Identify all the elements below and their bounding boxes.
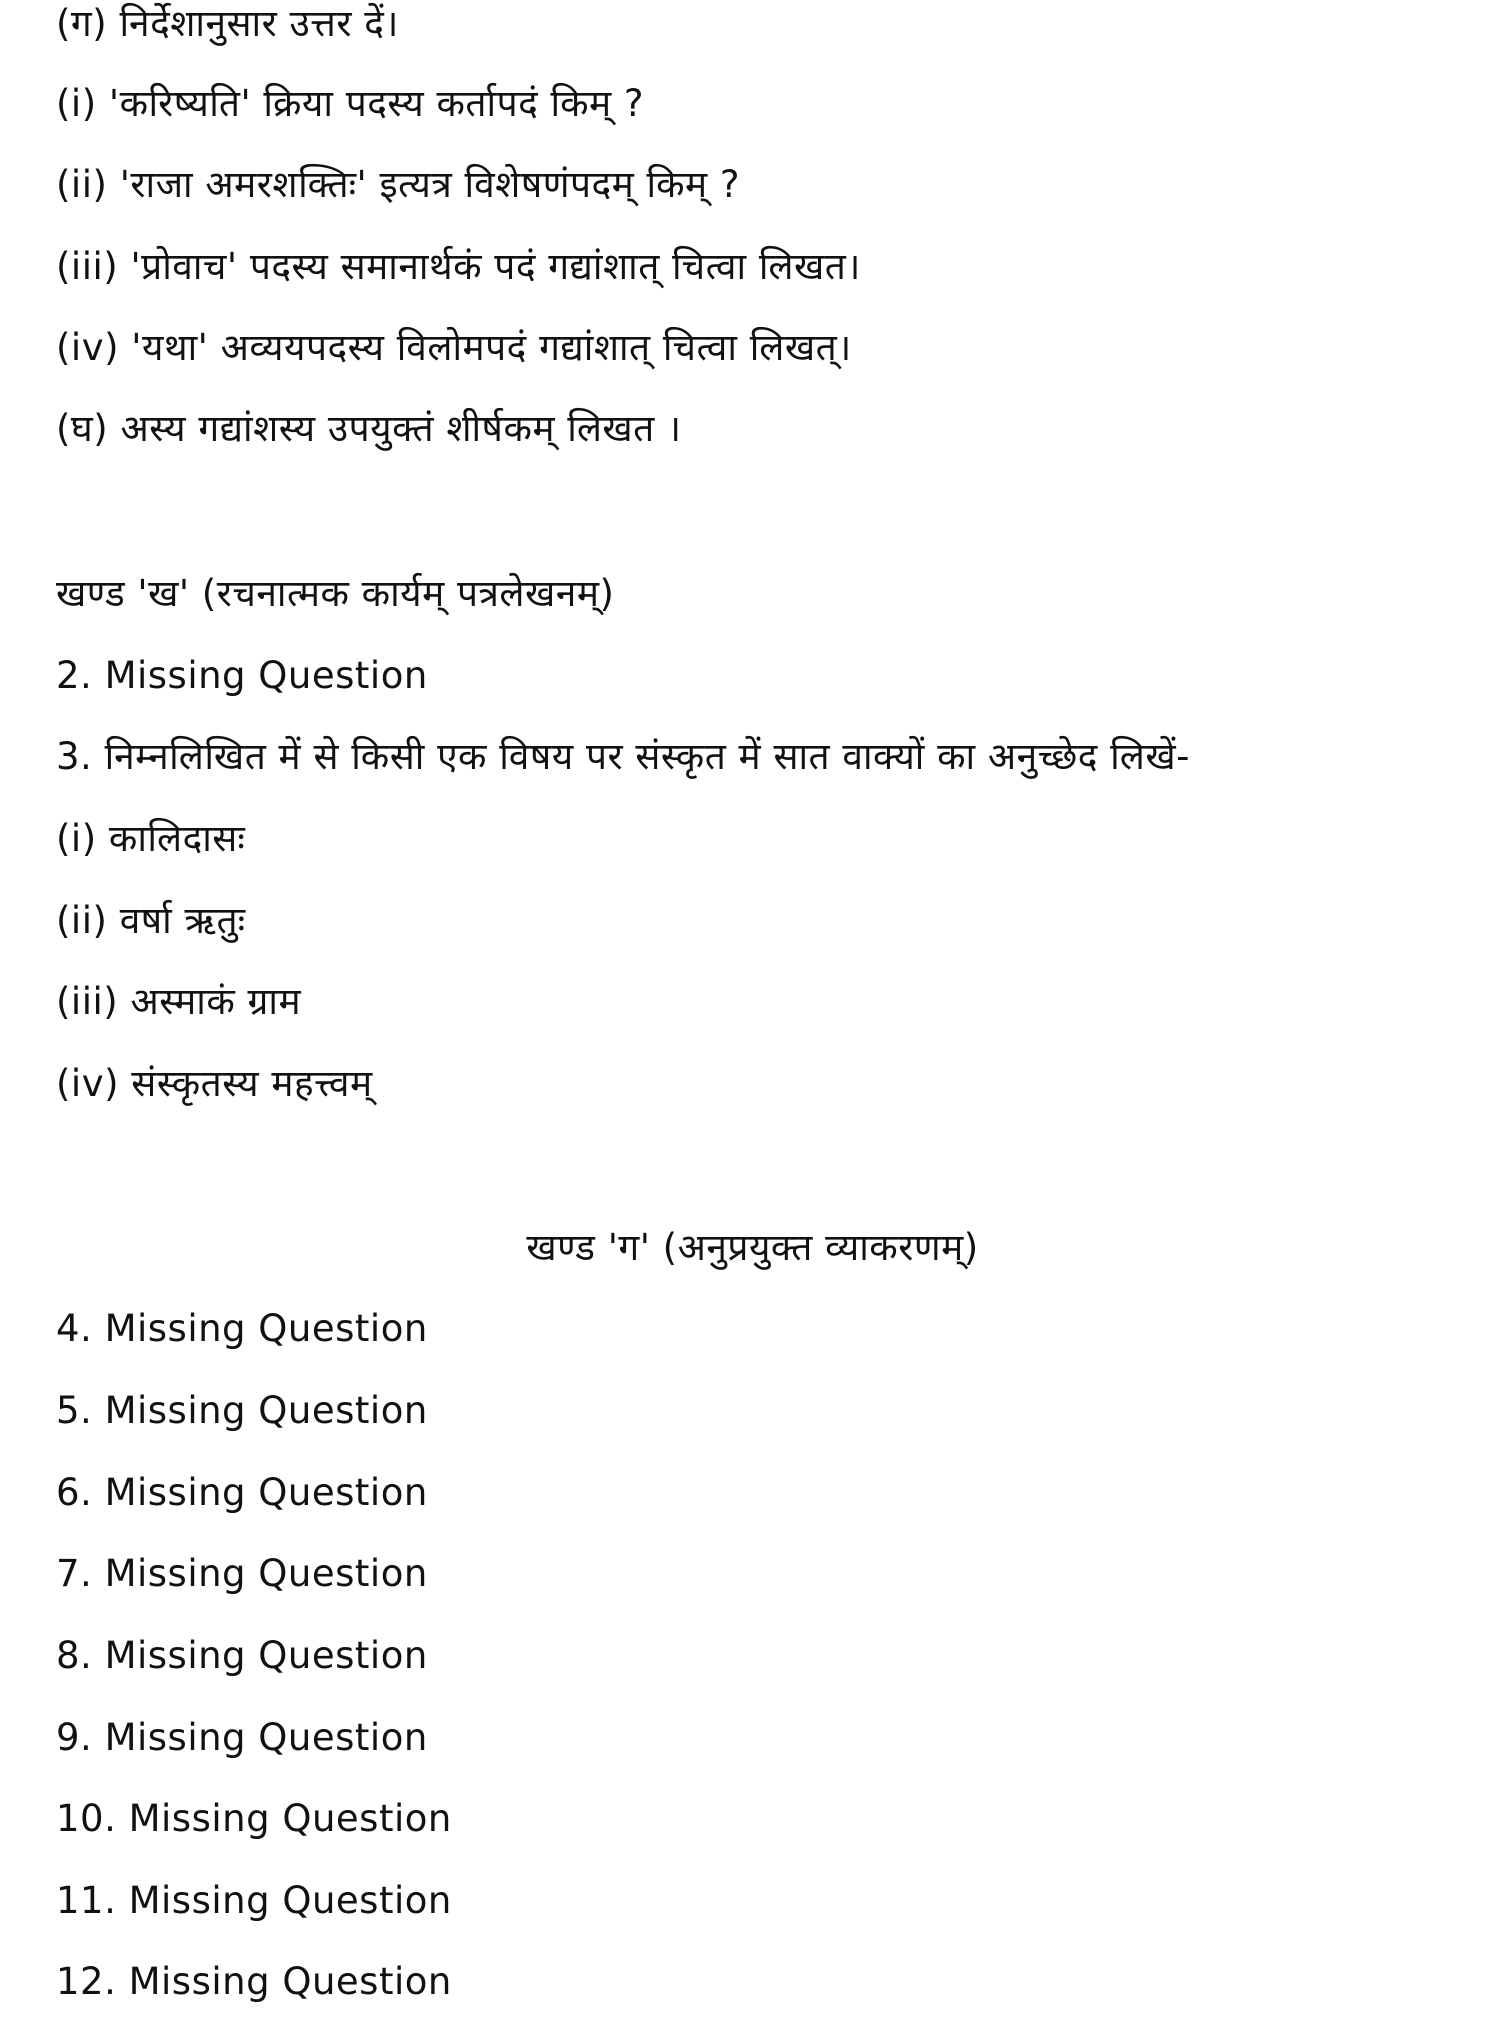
- section-kha-heading: खण्ड 'ख' (रचनात्मक कार्यम् पत्रलेखनम्): [56, 572, 615, 615]
- question-item-i: (i) 'करिष्यति' क्रिया पदस्य कर्तापदं किम् ?: [56, 82, 645, 125]
- question-10: 10. Missing Question: [56, 1797, 452, 1840]
- q3-option-iv: (iv) संस्कृतस्य महत्त्वम्: [56, 1062, 373, 1105]
- q3-option-iii: (iii) अस्माकं ग्राम: [56, 980, 302, 1023]
- question-item-ii: (ii) 'राजा अमरशक्तिः' इत्यत्र विशेषणंपदम् किम् ?: [56, 163, 741, 206]
- instruction-g: (ग) निर्देशानुसार उत्तर दें।: [56, 2, 399, 45]
- question-3: 3. निम्नलिखित में से किसी एक विषय पर संस्कृत में सात वाक्यों का अनुच्छेद लिखें-: [56, 735, 1190, 778]
- question-7: 7. Missing Question: [56, 1552, 428, 1595]
- question-5: 5. Missing Question: [56, 1389, 428, 1432]
- question-4: 4. Missing Question: [56, 1307, 428, 1350]
- question-item-iii: (iii) 'प्रोवाच' पदस्य समानार्थकं पदं गद्यांशात् चित्वा लिखत।: [56, 245, 861, 288]
- question-6: 6. Missing Question: [56, 1471, 428, 1514]
- q3-option-i: (i) कालिदासः: [56, 817, 246, 860]
- section-ga-heading: खण्ड 'ग' (अनुप्रयुक्त व्याकरणम्): [526, 1226, 979, 1269]
- question-9: 9. Missing Question: [56, 1716, 428, 1759]
- question-title-gh: (घ) अस्य गद्यांशस्य उपयुक्तं शीर्षकम् लिखत ।: [56, 407, 682, 450]
- question-2: 2. Missing Question: [56, 654, 428, 697]
- question-11: 11. Missing Question: [56, 1879, 452, 1922]
- question-item-iv: (iv) 'यथा' अव्ययपदस्य विलोमपदं गद्यांशात् चित्वा लिखत्।: [56, 326, 852, 369]
- q3-option-ii: (ii) वर्षा ऋतुः: [56, 899, 246, 942]
- question-8: 8. Missing Question: [56, 1634, 428, 1677]
- question-12: 12. Missing Question: [56, 1960, 452, 2003]
